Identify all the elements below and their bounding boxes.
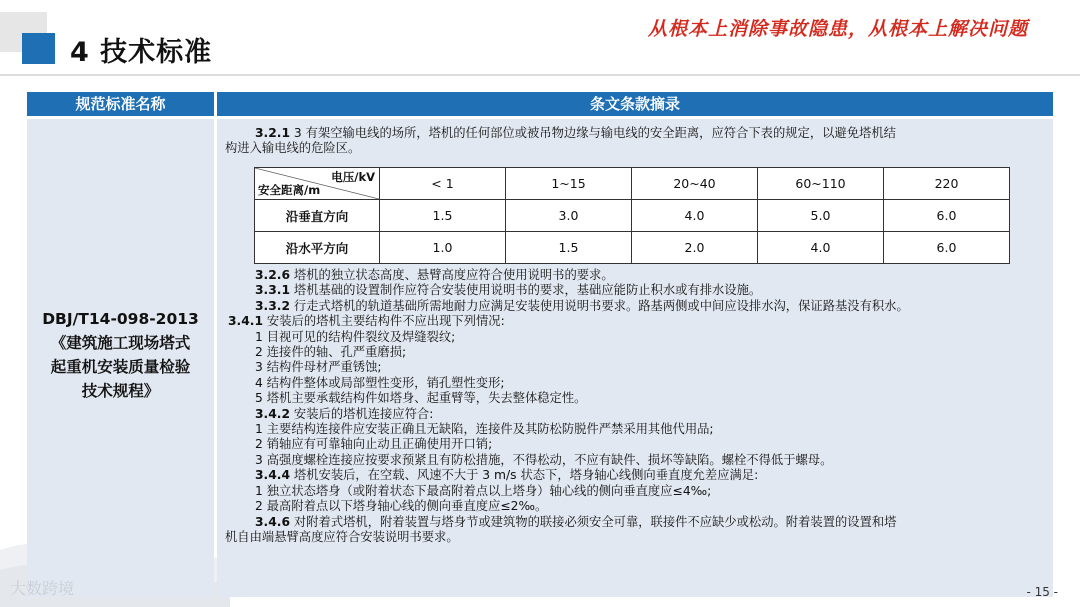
voltage-column-header: 60~110 [758,168,884,200]
list-item: 5 塔机主要承载结构件如塔身、起重臂等，失去整体稳定性。 [255,391,587,406]
clause-text: 安装后的塔机连接应符合: [290,406,434,421]
clause-number: 3.4.6 [255,514,291,529]
table-cell: 5.0 [758,200,884,232]
row-label: 沿水平方向 [255,232,380,264]
clause-text: 塔机安装后，在空载、风速不大于 3 m/s 状态下，塔身轴心线侧向垂直度允差应满足: [290,468,759,483]
table-cell: 4.0 [758,232,884,264]
table-header-row [255,168,1010,200]
clause-text: 塔机基础的设置制作应符合安装使用说明书的要求，基础应能防止积水或有排水设施。 [290,283,762,298]
table-cell: 6.0 [884,200,1010,232]
list-item: 3 高强度螺栓连接应按要求预紧且有防松措施，不得松动，不应有缺件、损坏等缺陷。螺栓不得低于螺母。 [255,452,833,467]
corner-voltage-label: 电压/kV [331,170,375,184]
list-item: 2 最高附着点以下塔身轴心线的侧向垂直度应≤2‰。 [255,499,548,514]
clause-number: 3.2.1 [255,126,291,140]
page-title: 4 技术标准 [70,37,213,68]
clause-number: 3.4.4 [255,468,291,483]
clause-number: 3.3.2 [255,298,291,313]
standard-name [27,307,214,403]
decor-blue-square [22,33,55,64]
clause-3-4-2 [225,407,1050,422]
corner-distance-label: 安全距离/m [258,183,321,197]
watermark: 大数跨境 [10,579,75,598]
list-item: 1 独立状态塔身（或附着状态下最高附着点以上塔身）轴心线的侧向垂直度应≤4‰; [255,483,712,498]
clause-text: 3 有架空输电线的场所，塔机的任何部位或被吊物边缘与输电线的安全距离，应符合下表的规定，以避免塔机结 [290,126,896,140]
clause-3-4-1 [225,314,1050,329]
clause-3-2-1 [225,126,1050,157]
column-header-standard-name: 规范标准名称 [27,92,214,116]
table-cell: 1.0 [380,232,506,264]
clause-number: 3.4.1 [228,314,264,329]
voltage-column-header: 20~40 [632,168,758,200]
voltage-column-header: < 1 [380,168,506,200]
clause-number: 3.3.1 [255,283,291,298]
clause-number: 3.2.6 [255,268,291,282]
clause-text-continuation: 机自由端悬臂高度应符合安装说明书要求。 [225,529,459,544]
row-label: 沿垂直方向 [255,200,380,232]
list-item: 1 目视可见的结构件裂纹及焊缝裂纹; [255,329,456,344]
table-cell: 2.0 [632,232,758,264]
list-item: 4 结构件整体或局部塑性变形，销孔塑性变形; [255,375,505,390]
clause-3-4-4 [225,468,1050,483]
standard-name-line: 起重机安装质量检验 [50,358,191,376]
list-item: 2 连接件的轴、孔严重磨损; [255,345,407,360]
clause-3-3-1 [225,283,1050,298]
clause-3-3-2 [225,299,1050,314]
column-header-clause-excerpt: 条文条款摘录 [217,92,1053,116]
clause-text: 行走式塔机的轨道基础所需地耐力应满足安装使用说明书要求。路基两侧或中间应设排水沟，保证路基没有积水。 [290,298,909,313]
table-cell: 4.0 [632,200,758,232]
voltage-column-header: 220 [884,168,1010,200]
safety-distance-table [254,167,1010,264]
list-item: 3 结构件母材严重锈蚀; [255,360,382,375]
table-cell: 3.0 [506,200,632,232]
standard-name-line: 技术规程》 [81,382,160,400]
clause-number: 3.4.2 [255,406,291,421]
clause-3-2-6 [225,268,1050,283]
slogan: 从根本上消除事故隐患，从根本上解决问题 [648,18,1029,40]
table-row [255,200,1010,232]
clauses-lower-block [225,268,1050,545]
table-cell: 1.5 [380,200,506,232]
clause-text: 构进入输电线的危险区。 [225,141,361,156]
table-cell: 6.0 [884,232,1010,264]
table-row [255,232,1010,264]
table-corner-cell [255,168,380,200]
clause-text: 塔机的独立状态高度、悬臂高度应符合使用说明书的要求。 [290,268,614,282]
list-item: 2 销轴应有可靠轴向止动且正确使用开口销; [255,437,493,452]
standard-name-line: 《建筑施工现场塔式 [50,334,191,352]
standard-name-line: DBJ/T14-098-2013 [42,310,199,328]
clause-3-4-6 [225,515,1050,530]
voltage-column-header: 1~15 [506,168,632,200]
list-item: 1 主要结构连接件应安装正确且无缺陷，连接件及其防松防脱件严禁采用其他代用品; [255,422,714,437]
table-cell: 1.5 [506,232,632,264]
page-number: - 15 - [1026,585,1058,599]
header-divider [0,74,1080,76]
clause-text: 对附着式塔机，附着装置与塔身节或建筑物的联接必须安全可靠，联接件不应缺少或松动。附着装置的设置和塔 [290,514,897,529]
clause-text: 安装后的塔机主要结构件不应出现下列情况: [263,314,505,329]
